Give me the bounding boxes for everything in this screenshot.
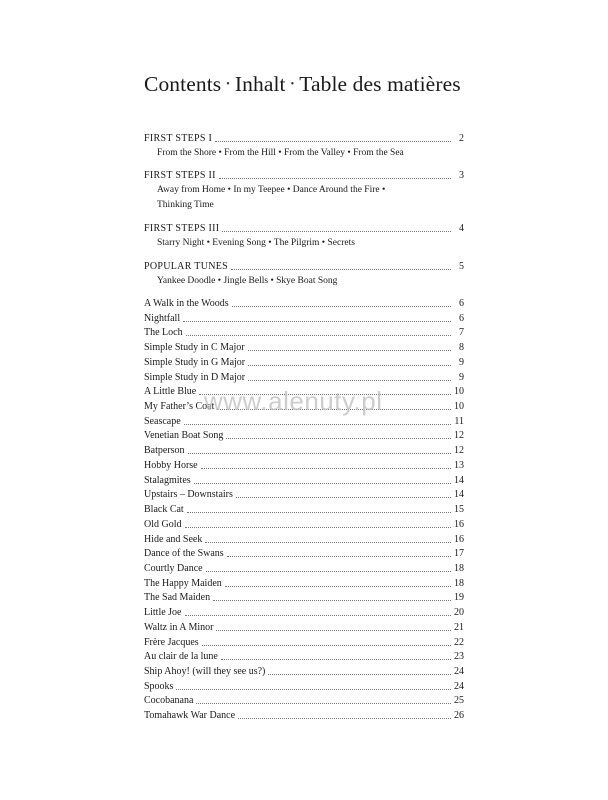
toc-entry-label: Au clair de la lune xyxy=(144,651,218,662)
toc-section-page-number: 5 xyxy=(459,261,464,272)
title-table-des-matieres: Table des matières xyxy=(299,72,461,96)
toc-entry xyxy=(144,458,464,472)
toc-entry-page-number: 19 xyxy=(454,592,464,603)
dot-leader xyxy=(176,688,451,690)
toc-entry-label: A Little Blue xyxy=(144,386,197,397)
toc-entry xyxy=(144,590,464,604)
toc-entry-label: The Happy Maiden xyxy=(144,578,222,589)
toc-entry-label: Venetian Boat Song xyxy=(144,430,224,441)
toc-entry-page-number: 11 xyxy=(454,416,464,427)
toc-entry-page-number: 25 xyxy=(454,695,464,706)
toc-entry-label: The Loch xyxy=(144,327,183,338)
toc-entry-label: Nightfall xyxy=(144,313,181,324)
dot-leader xyxy=(238,717,451,719)
dot-leader xyxy=(202,644,451,646)
page-title xyxy=(144,72,461,97)
dot-leader xyxy=(232,305,451,307)
toc-entry-page-number: 12 xyxy=(454,430,464,441)
toc-entry xyxy=(144,605,464,619)
toc-entry xyxy=(144,546,464,560)
toc-entry-page-number: 13 xyxy=(454,460,464,471)
dot-leader xyxy=(231,268,451,270)
toc-entry-page-number: 16 xyxy=(454,534,464,545)
toc-section-subtitle: Starry Night • Evening Song • The Pilgrim • Secrets xyxy=(157,238,355,248)
dot-leader xyxy=(222,230,451,232)
toc-entry-label: A Walk in the Woods xyxy=(144,298,229,309)
toc-entry xyxy=(144,679,464,693)
toc-entry-page-number: 20 xyxy=(454,607,464,618)
toc-entry-label: Batperson xyxy=(144,445,185,456)
toc-entry-page-number: 18 xyxy=(454,563,464,574)
toc-entry-label: Cocobanana xyxy=(144,695,194,706)
dot-leader xyxy=(196,702,451,704)
dot-leader xyxy=(221,658,451,660)
toc-entry xyxy=(144,532,464,546)
toc-entry-label: Upstairs – Downstairs xyxy=(144,489,233,500)
toc-section xyxy=(144,259,464,273)
toc-entry xyxy=(144,340,464,354)
toc-entry-label: My Father’s Coat xyxy=(144,401,215,412)
toc-section-label: FIRST STEPS III xyxy=(144,223,220,234)
toc-entry-page-number: 24 xyxy=(454,681,464,692)
toc-entry-page-number: 6 xyxy=(459,298,464,309)
toc-section-subtitle: Thinking Time xyxy=(157,200,214,210)
toc-section-subtitle: Yankee Doodle • Jingle Bells • Skye Boat Song xyxy=(157,276,338,286)
toc-entry-label: Black Cat xyxy=(144,504,184,515)
toc-entry-label: Courtly Dance xyxy=(144,563,203,574)
title-contents: Contents xyxy=(144,72,222,96)
toc-entry-label: Little Joe xyxy=(144,607,182,618)
toc-entry-page-number: 8 xyxy=(459,342,464,353)
toc-entry-label: Dance of the Swans xyxy=(144,548,224,559)
toc-entry-page-number: 12 xyxy=(454,445,464,456)
toc-entry xyxy=(144,576,464,590)
toc-entry xyxy=(144,664,464,678)
toc-entry-page-number: 15 xyxy=(454,504,464,515)
toc-entry-page-number: 6 xyxy=(459,313,464,324)
toc-entry-label: Old Gold xyxy=(144,519,182,530)
dot-leader xyxy=(194,482,451,484)
toc-entry-label: Frère Jacques xyxy=(144,637,199,648)
toc-entry-page-number: 10 xyxy=(454,386,464,397)
toc-section-subtitle: Away from Home • In my Teepee • Dance Around the Fire • xyxy=(157,185,386,195)
toc-entry xyxy=(144,561,464,575)
toc-entry-label: Hobby Horse xyxy=(144,460,198,471)
title-separator: • xyxy=(290,79,295,90)
toc-entry-page-number: 7 xyxy=(459,327,464,338)
dot-leader xyxy=(227,555,451,557)
dot-leader xyxy=(183,320,451,322)
toc-entry-page-number: 21 xyxy=(454,622,464,633)
dot-leader xyxy=(248,349,451,351)
dot-leader xyxy=(216,629,451,631)
toc-entry-page-number: 16 xyxy=(454,519,464,530)
dot-leader xyxy=(225,585,451,587)
toc-entry xyxy=(144,296,464,310)
toc-section-label: POPULAR TUNES xyxy=(144,261,229,272)
toc-entry xyxy=(144,487,464,501)
toc-entry xyxy=(144,311,464,325)
dot-leader xyxy=(188,452,451,454)
toc-entry-label: Hide and Seek xyxy=(144,534,203,545)
toc-entry-page-number: 10 xyxy=(454,401,464,412)
toc-entry-label: The Sad Maiden xyxy=(144,592,211,603)
toc-entry-label: Stalagmites xyxy=(144,475,191,486)
toc-entry-page-number: 14 xyxy=(454,475,464,486)
dot-leader xyxy=(213,599,451,601)
toc-entry-page-number: 26 xyxy=(454,710,464,721)
toc-entry xyxy=(144,355,464,369)
toc-entry xyxy=(144,370,464,384)
toc-section-label: FIRST STEPS I xyxy=(144,133,213,144)
dot-leader xyxy=(248,364,451,366)
dot-leader xyxy=(186,334,451,336)
toc-entry-label: Spooks xyxy=(144,681,174,692)
toc-entry-page-number: 9 xyxy=(459,372,464,383)
title-separator: • xyxy=(226,79,230,90)
toc-entry-page-number: 14 xyxy=(454,489,464,500)
dot-leader xyxy=(236,496,451,498)
toc-entry xyxy=(144,693,464,707)
toc-entry-page-number: 24 xyxy=(454,666,464,677)
toc-entry-label: Ship Ahoy! (will they see us?) xyxy=(144,666,266,677)
dot-leader xyxy=(206,570,451,572)
dot-leader xyxy=(226,437,451,439)
toc-entry-label: Tomahawk War Dance xyxy=(144,710,236,721)
dot-leader xyxy=(184,423,451,425)
toc-entry-page-number: 17 xyxy=(454,548,464,559)
toc-entry xyxy=(144,708,464,722)
toc-section-page-number: 2 xyxy=(459,133,464,144)
toc-section xyxy=(144,168,464,182)
toc-entry-label: Waltz in A Minor xyxy=(144,622,214,633)
toc-entry-label: Simple Study in G Major xyxy=(144,357,246,368)
dot-leader xyxy=(268,673,451,675)
toc-section xyxy=(144,221,464,235)
toc-section-page-number: 4 xyxy=(459,223,464,234)
toc-entry xyxy=(144,428,464,442)
dot-leader xyxy=(215,140,451,142)
toc-entry-page-number: 9 xyxy=(459,357,464,368)
toc-section xyxy=(144,131,464,145)
toc-entry-page-number: 18 xyxy=(454,578,464,589)
watermark: www.alenuty.pl xyxy=(204,386,383,416)
toc-section-page-number: 3 xyxy=(459,170,464,181)
dot-leader xyxy=(185,614,452,616)
dot-leader xyxy=(219,177,451,179)
toc-entry xyxy=(144,620,464,634)
toc-entry xyxy=(144,517,464,531)
toc-entry xyxy=(144,443,464,457)
toc-entry-label: Simple Study in D Major xyxy=(144,372,246,383)
toc-section-subtitle: From the Shore • From the Hill • From the Valley • From the Sea xyxy=(157,148,404,158)
title-inhalt: Inhalt xyxy=(234,72,286,96)
toc-entry xyxy=(144,635,464,649)
toc-entry-label: Simple Study in C Major xyxy=(144,342,245,353)
toc-entry xyxy=(144,473,464,487)
dot-leader xyxy=(187,511,451,513)
dot-leader xyxy=(185,526,452,528)
toc-entry xyxy=(144,502,464,516)
dot-leader xyxy=(248,379,451,381)
toc-entry-label: Seascape xyxy=(144,416,181,427)
dot-leader xyxy=(201,467,451,469)
toc-section-label: FIRST STEPS II xyxy=(144,170,216,181)
toc-entry xyxy=(144,649,464,663)
dot-leader xyxy=(205,541,451,543)
toc-entry-page-number: 23 xyxy=(454,651,464,662)
toc-entry xyxy=(144,325,464,339)
toc-entry-page-number: 22 xyxy=(454,637,464,648)
